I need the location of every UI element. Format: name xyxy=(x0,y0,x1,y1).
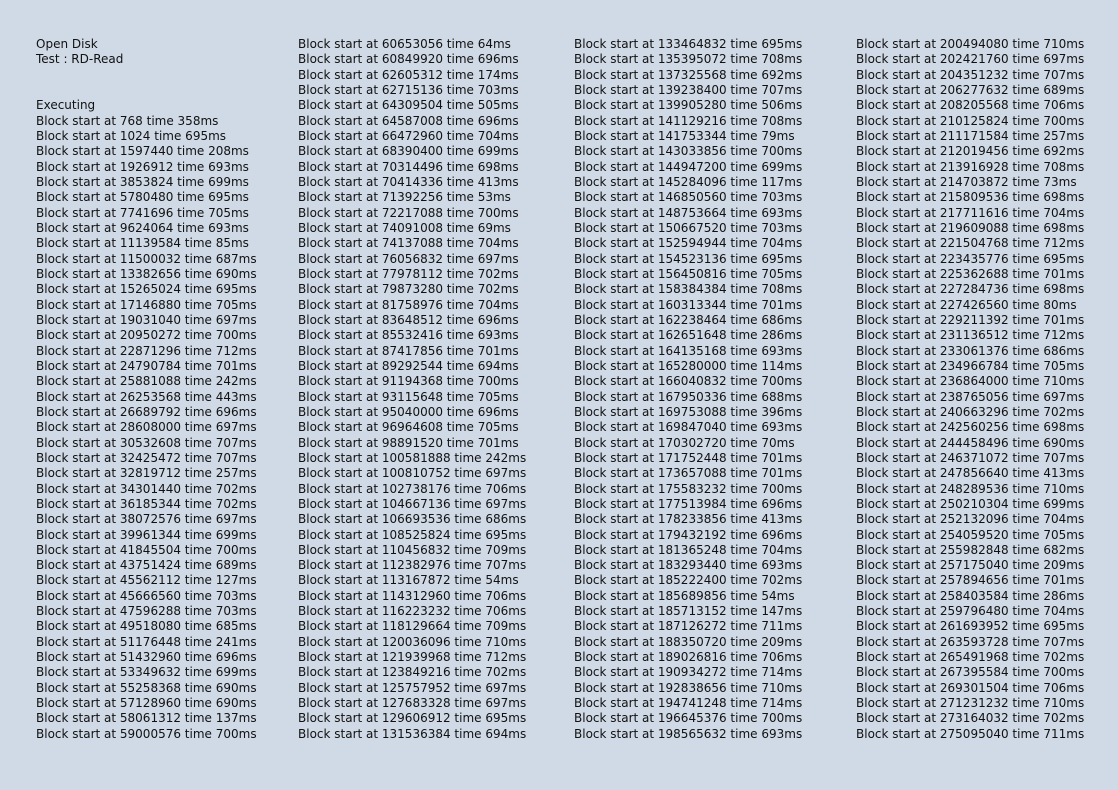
log-line: Block start at 72217088 time 700ms xyxy=(298,205,519,220)
log-line: Block start at 183293440 time 693ms xyxy=(574,558,803,573)
log-column-4 xyxy=(856,37,1084,742)
log-line: Block start at 247856640 time 413ms xyxy=(856,466,1085,481)
log-line: Block start at 129606912 time 695ms xyxy=(298,711,527,726)
log-line: Block start at 179432192 time 696ms xyxy=(574,527,803,542)
log-line: Block start at 25881088 time 242ms xyxy=(36,374,257,389)
log-line: Block start at 49518080 time 685ms xyxy=(36,619,257,634)
log-line: Block start at 160313344 time 701ms xyxy=(574,297,803,312)
log-line: Block start at 60849920 time 696ms xyxy=(298,52,519,67)
log-line: Block start at 125757952 time 697ms xyxy=(298,680,527,695)
log-line: Block start at 143033856 time 700ms xyxy=(574,144,803,159)
log-line: Block start at 70414336 time 413ms xyxy=(298,174,519,189)
log-line: Block start at 96964608 time 705ms xyxy=(298,420,519,435)
log-line: Block start at 231136512 time 712ms xyxy=(856,328,1085,343)
log-line: Block start at 22871296 time 712ms xyxy=(36,343,257,358)
log-line: Block start at 169847040 time 693ms xyxy=(574,420,803,435)
log-line: Block start at 135395072 time 708ms xyxy=(574,52,803,67)
log-line: Block start at 221504768 time 712ms xyxy=(856,236,1085,251)
log-line: Block start at 131536384 time 694ms xyxy=(298,726,527,741)
log-line: Block start at 166040832 time 700ms xyxy=(574,374,803,389)
log-line: Block start at 189026816 time 706ms xyxy=(574,650,803,665)
log-line: Block start at 112382976 time 707ms xyxy=(298,558,527,573)
log-line: Block start at 85532416 time 693ms xyxy=(298,328,519,343)
log-line: Block start at 178233856 time 413ms xyxy=(574,512,803,527)
log-line: Block start at 127683328 time 697ms xyxy=(298,696,527,711)
log-line: Block start at 263593728 time 707ms xyxy=(856,634,1085,649)
log-line: Block start at 139905280 time 506ms xyxy=(574,98,803,113)
log-line: Block start at 60653056 time 64ms xyxy=(298,37,511,51)
log-line: Block start at 76056832 time 697ms xyxy=(298,251,519,266)
log-line: Block start at 26689792 time 696ms xyxy=(36,404,257,419)
log-line: Block start at 68390400 time 699ms xyxy=(298,144,519,159)
log-line: Block start at 171752448 time 701ms xyxy=(574,450,803,465)
log-line: Block start at 255982848 time 682ms xyxy=(856,542,1085,557)
log-line: Block start at 258403584 time 286ms xyxy=(856,588,1085,603)
log-line: Block start at 187126272 time 711ms xyxy=(574,619,803,634)
log-line: Block start at 89292544 time 694ms xyxy=(298,358,519,373)
log-line: Block start at 152594944 time 704ms xyxy=(574,236,803,251)
log-line: Block start at 91194368 time 700ms xyxy=(298,374,519,389)
log-line: Block start at 108525824 time 695ms xyxy=(298,527,527,542)
log-line: Block start at 66472960 time 704ms xyxy=(298,128,519,143)
log-line: Block start at 181365248 time 704ms xyxy=(574,542,803,557)
log-line: Block start at 100810752 time 697ms xyxy=(298,466,527,481)
log-line: Block start at 169753088 time 396ms xyxy=(574,404,803,419)
log-line: Block start at 123849216 time 702ms xyxy=(298,665,527,680)
log-line: Block start at 148753664 time 693ms xyxy=(574,205,803,220)
log-line: Block start at 146850560 time 703ms xyxy=(574,190,803,205)
log-line: Block start at 11139584 time 85ms xyxy=(36,236,249,251)
log-column-3 xyxy=(574,37,802,742)
log-line: Block start at 110456832 time 709ms xyxy=(298,542,527,557)
log-line: Block start at 219609088 time 698ms xyxy=(856,220,1085,235)
log-line: Block start at 121939968 time 712ms xyxy=(298,650,527,665)
log-line: Block start at 20950272 time 700ms xyxy=(36,328,257,343)
log-line: Block start at 83648512 time 696ms xyxy=(298,312,519,327)
log-line: Block start at 74137088 time 704ms xyxy=(298,236,519,251)
log-line: Block start at 248289536 time 710ms xyxy=(856,481,1085,496)
log-line: Block start at 77978112 time 702ms xyxy=(298,266,519,281)
log-line: Block start at 34301440 time 702ms xyxy=(36,481,257,496)
log-line: Block start at 261693952 time 695ms xyxy=(856,619,1085,634)
log-line: Block start at 55258368 time 690ms xyxy=(36,680,257,695)
log-line: Block start at 254059520 time 705ms xyxy=(856,527,1085,542)
log-line: Block start at 204351232 time 707ms xyxy=(856,67,1085,82)
log-line: Block start at 15265024 time 695ms xyxy=(36,282,257,297)
log-line: Block start at 7741696 time 705ms xyxy=(36,205,249,220)
log-line: Block start at 45666560 time 703ms xyxy=(36,588,257,603)
log-line: Block start at 106693536 time 686ms xyxy=(298,512,527,527)
log-column-2 xyxy=(298,37,526,742)
log-line: Block start at 150667520 time 703ms xyxy=(574,220,803,235)
log-line: Block start at 98891520 time 701ms xyxy=(298,435,519,450)
log-line: Block start at 5780480 time 695ms xyxy=(36,190,249,205)
log-line: Block start at 267395584 time 700ms xyxy=(856,665,1085,680)
log-line: Block start at 215809536 time 698ms xyxy=(856,190,1085,205)
log-line: Block start at 190934272 time 714ms xyxy=(574,665,803,680)
log-line: Block start at 95040000 time 696ms xyxy=(298,404,519,419)
log-line: Block start at 154523136 time 695ms xyxy=(574,251,803,266)
log-line: Block start at 257175040 time 209ms xyxy=(856,558,1085,573)
log-line: Block start at 167950336 time 688ms xyxy=(574,389,803,404)
log-line: Block start at 70314496 time 698ms xyxy=(298,159,519,174)
log-line: Block start at 11500032 time 687ms xyxy=(36,251,257,266)
log-line: Block start at 19031040 time 697ms xyxy=(36,312,257,327)
log-line: Block start at 81758976 time 704ms xyxy=(298,297,519,312)
log-line: Block start at 137325568 time 692ms xyxy=(574,67,803,82)
log-line: Block start at 28608000 time 697ms xyxy=(36,420,257,435)
log-line: Block start at 223435776 time 695ms xyxy=(856,251,1085,266)
blank-line xyxy=(36,83,257,98)
log-line: Block start at 214703872 time 73ms xyxy=(856,174,1077,189)
status-line: Executing xyxy=(36,98,96,113)
log-line: Block start at 3853824 time 699ms xyxy=(36,174,249,189)
log-line: Block start at 188350720 time 209ms xyxy=(574,634,803,649)
log-line: Block start at 1597440 time 208ms xyxy=(36,144,249,159)
log-line: Block start at 38072576 time 697ms xyxy=(36,512,257,527)
log-line: Block start at 47596288 time 703ms xyxy=(36,604,257,619)
log-line: Block start at 227426560 time 80ms xyxy=(856,297,1077,312)
log-line: Block start at 252132096 time 704ms xyxy=(856,512,1085,527)
log-line: Block start at 1024 time 695ms xyxy=(36,128,227,143)
log-line: Block start at 185222400 time 702ms xyxy=(574,573,803,588)
log-line: Block start at 51432960 time 696ms xyxy=(36,650,257,665)
log-line: Block start at 30532608 time 707ms xyxy=(36,435,257,450)
log-line: Block start at 41845504 time 700ms xyxy=(36,542,257,557)
log-line: Block start at 225362688 time 701ms xyxy=(856,266,1085,281)
log-line: Block start at 71392256 time 53ms xyxy=(298,190,511,205)
log-line: Block start at 162238464 time 686ms xyxy=(574,312,803,327)
log-line: Block start at 58061312 time 137ms xyxy=(36,711,257,726)
log-line: Block start at 62715136 time 703ms xyxy=(298,82,519,97)
log-line: Block start at 114312960 time 706ms xyxy=(298,588,527,603)
log-line: Block start at 233061376 time 686ms xyxy=(856,343,1085,358)
log-line: Block start at 175583232 time 700ms xyxy=(574,481,803,496)
log-column-1 xyxy=(36,37,257,742)
log-line: Block start at 217711616 time 704ms xyxy=(856,205,1085,220)
log-line: Block start at 162651648 time 286ms xyxy=(574,328,803,343)
log-line: Block start at 139238400 time 707ms xyxy=(574,82,803,97)
log-line: Block start at 244458496 time 690ms xyxy=(856,435,1085,450)
log-line: Block start at 100581888 time 242ms xyxy=(298,450,527,465)
log-line: Block start at 53349632 time 699ms xyxy=(36,665,257,680)
log-line: Block start at 177513984 time 696ms xyxy=(574,496,803,511)
blank-line xyxy=(36,68,257,83)
log-line: Block start at 13382656 time 690ms xyxy=(36,266,257,281)
log-line: Block start at 116223232 time 706ms xyxy=(298,604,527,619)
log-line: Block start at 45562112 time 127ms xyxy=(36,573,257,588)
log-line: Block start at 17146880 time 705ms xyxy=(36,297,257,312)
log-line: Block start at 141129216 time 708ms xyxy=(574,113,803,128)
log-line: Block start at 36185344 time 702ms xyxy=(36,496,257,511)
log-line: Block start at 51176448 time 241ms xyxy=(36,634,257,649)
log-line: Block start at 26253568 time 443ms xyxy=(36,389,257,404)
log-line: Block start at 198565632 time 693ms xyxy=(574,726,803,741)
log-line: Block start at 87417856 time 701ms xyxy=(298,343,519,358)
log-line: Block start at 185713152 time 147ms xyxy=(574,604,803,619)
log-line: Block start at 120036096 time 710ms xyxy=(298,634,527,649)
log-line: Block start at 59000576 time 700ms xyxy=(36,726,257,741)
log-line: Block start at 32425472 time 707ms xyxy=(36,450,257,465)
log-line: Block start at 141753344 time 79ms xyxy=(574,128,795,143)
log-line: Block start at 156450816 time 705ms xyxy=(574,266,803,281)
log-line: Block start at 158384384 time 708ms xyxy=(574,282,803,297)
log-line: Block start at 9624064 time 693ms xyxy=(36,220,249,235)
log-line: Block start at 208205568 time 706ms xyxy=(856,98,1085,113)
log-line: Block start at 271231232 time 710ms xyxy=(856,696,1085,711)
log-line: Block start at 79873280 time 702ms xyxy=(298,282,519,297)
log-line: Block start at 1926912 time 693ms xyxy=(36,159,249,174)
log-line: Block start at 196645376 time 700ms xyxy=(574,711,803,726)
log-line: Block start at 211171584 time 257ms xyxy=(856,128,1085,143)
log-line: Block start at 257894656 time 701ms xyxy=(856,573,1085,588)
log-line: Block start at 265491968 time 702ms xyxy=(856,650,1085,665)
log-line: Block start at 170302720 time 70ms xyxy=(574,435,795,450)
log-line: Block start at 145284096 time 117ms xyxy=(574,174,803,189)
log-line: Block start at 164135168 time 693ms xyxy=(574,343,803,358)
log-line: Block start at 173657088 time 701ms xyxy=(574,466,803,481)
log-line: Block start at 144947200 time 699ms xyxy=(574,159,803,174)
log-line: Block start at 113167872 time 54ms xyxy=(298,573,519,588)
log-rows xyxy=(36,114,257,742)
log-line: Block start at 275095040 time 711ms xyxy=(856,726,1085,741)
log-line: Block start at 102738176 time 706ms xyxy=(298,481,527,496)
log-line: Block start at 24790784 time 701ms xyxy=(36,358,257,373)
log-line: Block start at 93115648 time 705ms xyxy=(298,389,519,404)
log-line: Block start at 229211392 time 701ms xyxy=(856,312,1085,327)
log-line: Block start at 273164032 time 702ms xyxy=(856,711,1085,726)
log-line: Block start at 62605312 time 174ms xyxy=(298,67,519,82)
log-line: Block start at 259796480 time 704ms xyxy=(856,604,1085,619)
log-line: Block start at 200494080 time 710ms xyxy=(856,37,1085,51)
log-line: Block start at 212019456 time 692ms xyxy=(856,144,1085,159)
log-line: Block start at 57128960 time 690ms xyxy=(36,696,257,711)
log-line: Block start at 192838656 time 710ms xyxy=(574,680,803,695)
log-line: Block start at 104667136 time 697ms xyxy=(298,496,527,511)
log-line: Block start at 240663296 time 702ms xyxy=(856,404,1085,419)
log-line: Block start at 210125824 time 700ms xyxy=(856,113,1085,128)
log-line: Block start at 64587008 time 696ms xyxy=(298,113,519,128)
log-line: Block start at 768 time 358ms xyxy=(36,113,219,128)
log-line: Block start at 194741248 time 714ms xyxy=(574,696,803,711)
log-line: Block start at 269301504 time 706ms xyxy=(856,680,1085,695)
log-line: Block start at 236864000 time 710ms xyxy=(856,374,1085,389)
log-line: Block start at 32819712 time 257ms xyxy=(36,466,257,481)
log-line: Block start at 39961344 time 699ms xyxy=(36,527,257,542)
log-line: Block start at 213916928 time 708ms xyxy=(856,159,1085,174)
log-line: Block start at 64309504 time 505ms xyxy=(298,98,519,113)
open-disk-line: Open Disk xyxy=(36,37,98,51)
log-line: Block start at 43751424 time 689ms xyxy=(36,558,257,573)
log-line: Block start at 74091008 time 69ms xyxy=(298,220,511,235)
test-name-line: Test : RD-Read xyxy=(36,52,124,67)
log-line: Block start at 250210304 time 699ms xyxy=(856,496,1085,511)
log-line: Block start at 202421760 time 697ms xyxy=(856,52,1085,67)
log-line: Block start at 133464832 time 695ms xyxy=(574,37,803,51)
log-line: Block start at 227284736 time 698ms xyxy=(856,282,1085,297)
log-line: Block start at 165280000 time 114ms xyxy=(574,358,803,373)
log-line: Block start at 118129664 time 709ms xyxy=(298,619,527,634)
log-line: Block start at 246371072 time 707ms xyxy=(856,450,1085,465)
log-line: Block start at 242560256 time 698ms xyxy=(856,420,1085,435)
log-line: Block start at 206277632 time 689ms xyxy=(856,82,1085,97)
log-line: Block start at 185689856 time 54ms xyxy=(574,588,795,603)
log-line: Block start at 238765056 time 697ms xyxy=(856,389,1085,404)
log-line: Block start at 234966784 time 705ms xyxy=(856,358,1085,373)
